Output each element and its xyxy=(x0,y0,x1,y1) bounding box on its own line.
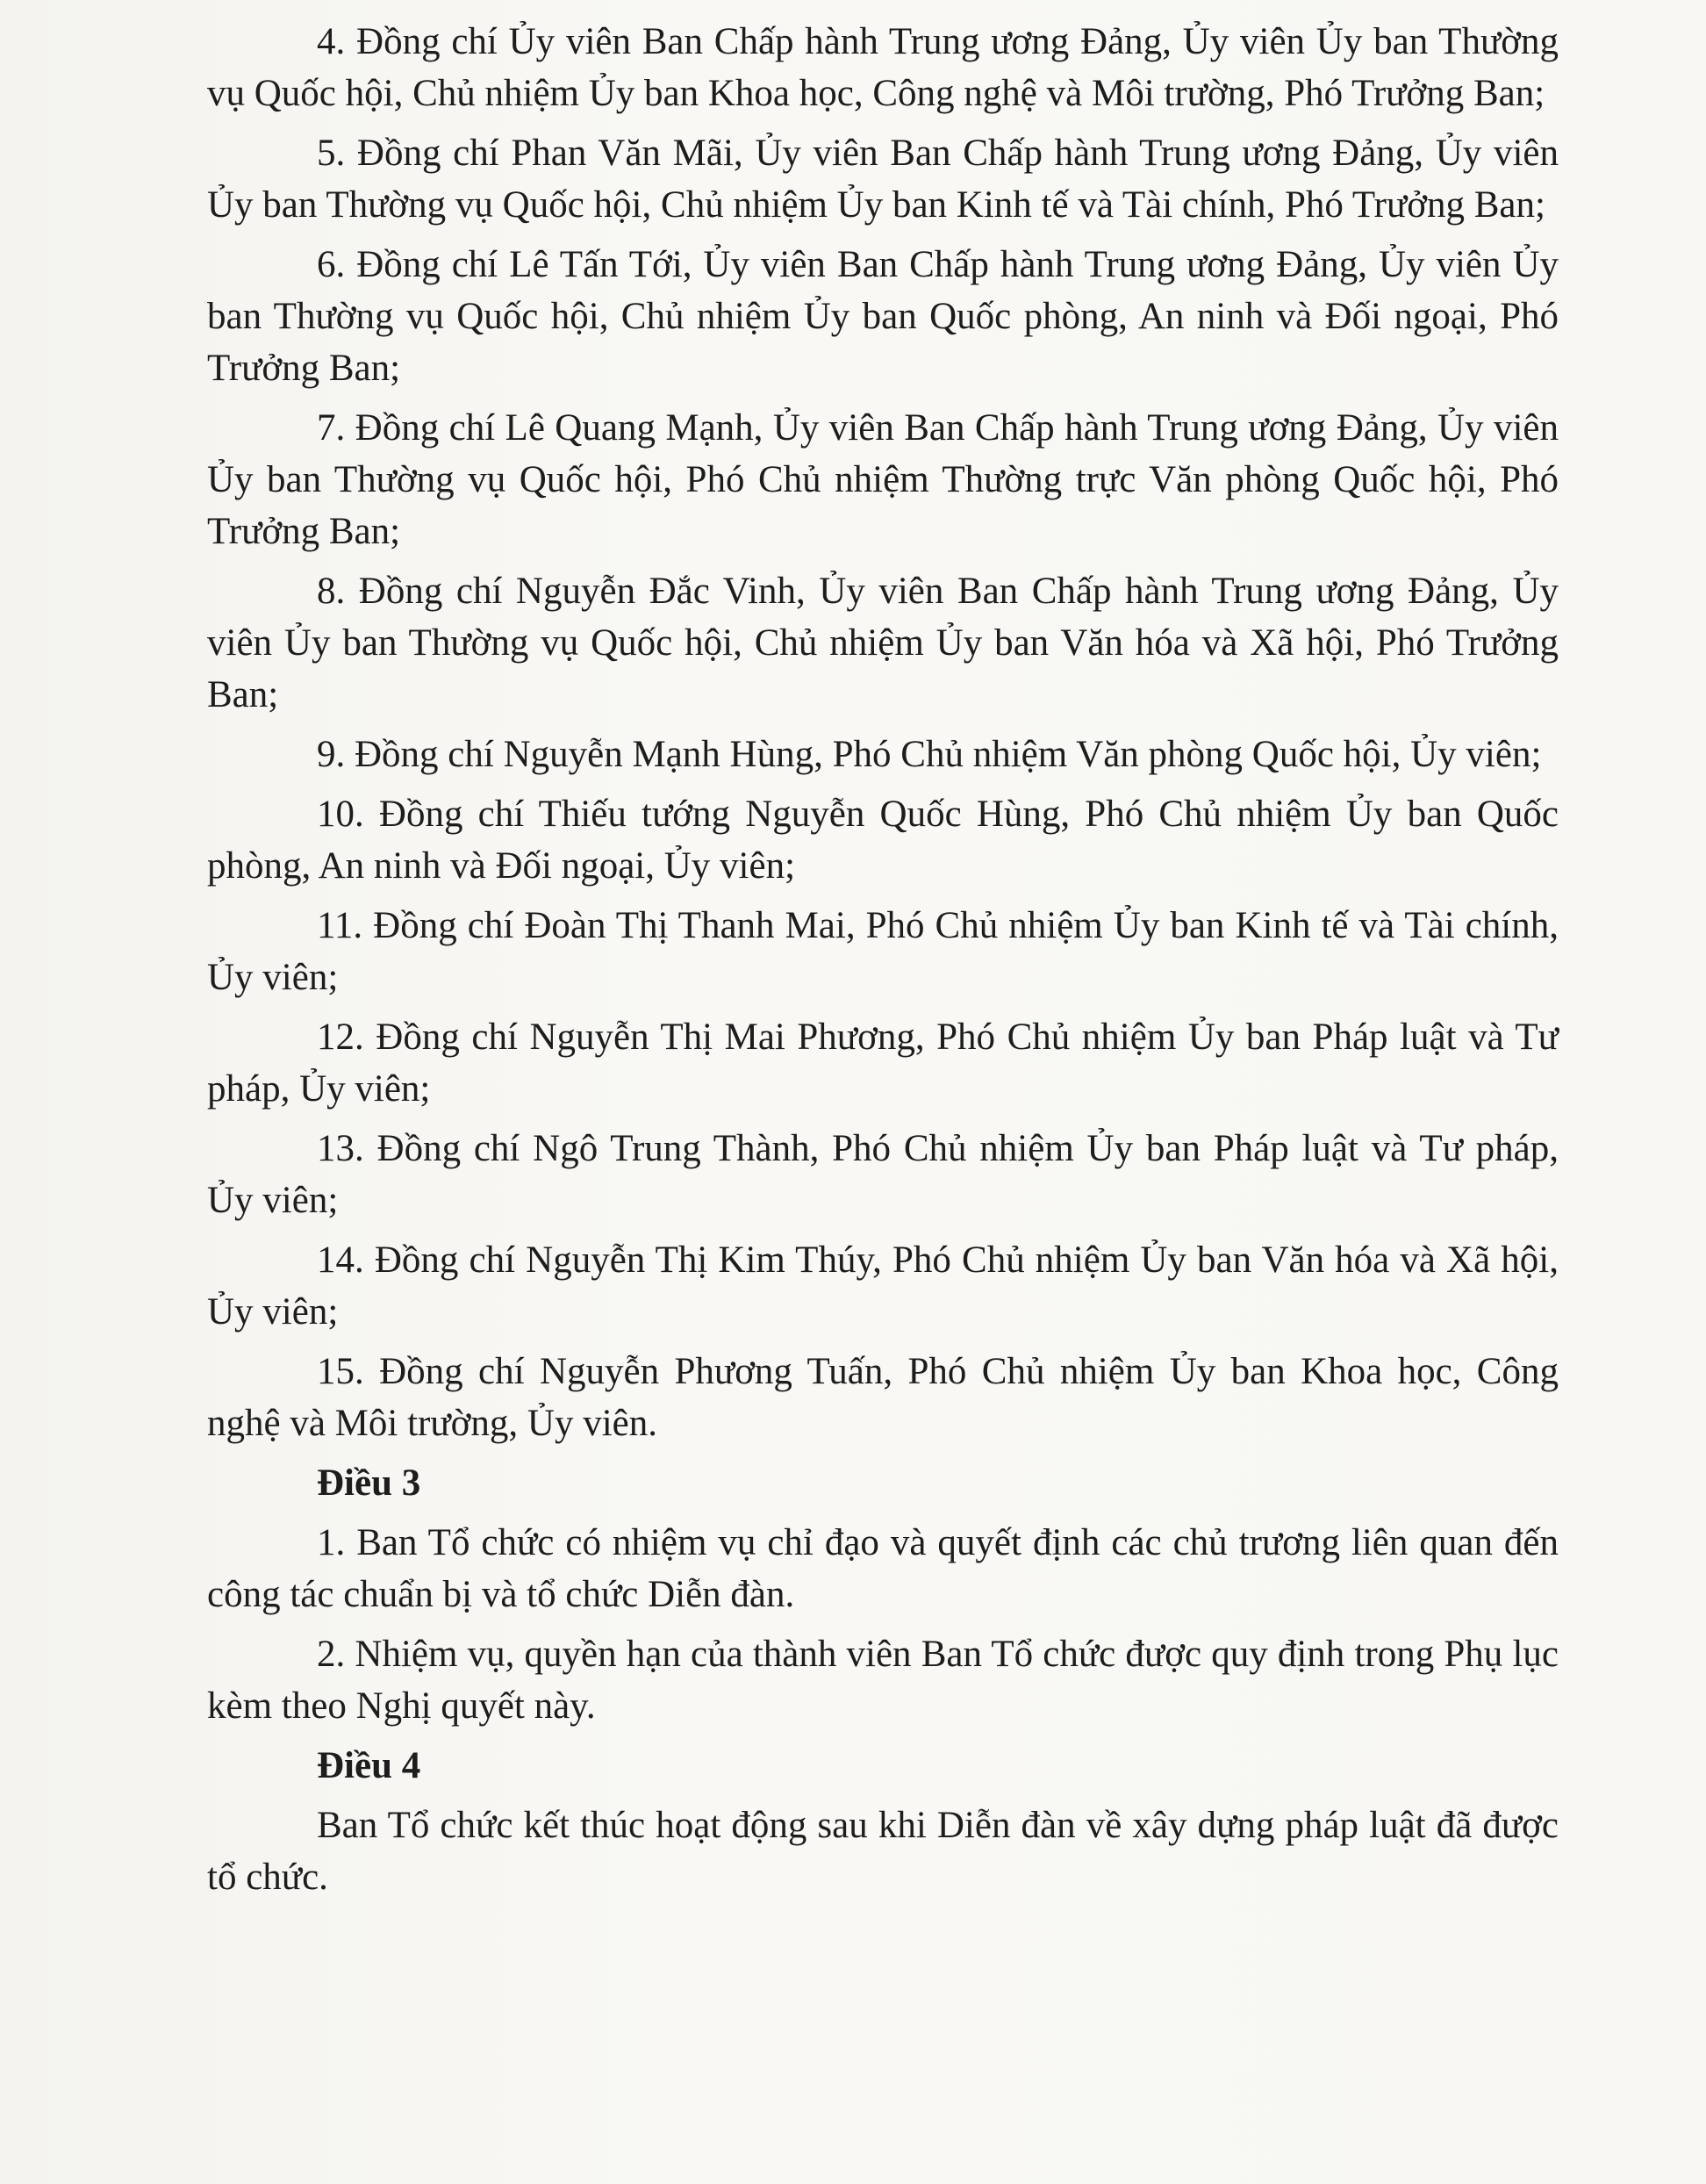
member-item-4: 4. Đồng chí Ủy viên Ban Chấp hành Trung ương Đảng, Ủy viên Ủy ban Thường vụ Quốc hội, Chủ nhiệm Ủy ban Khoa học, Công nghệ và Môi trường, Phó Trưởng Ban; xyxy=(207,21,1559,114)
member-item-15: 15. Đồng chí Nguyễn Phương Tuấn, Phó Chủ nhiệm Ủy ban Khoa học, Công nghệ và Môi trường, Ủy viên. xyxy=(207,1351,1559,1444)
article-3-clause-2: 2. Nhiệm vụ, quyền hạn của thành viên Ban Tổ chức được quy định trong Phụ lục kèm theo Nghị quyết này. xyxy=(207,1634,1559,1727)
article-3-clause-1: 1. Ban Tổ chức có nhiệm vụ chỉ đạo và quyết định các chủ trương liên quan đến công tác chuẩn bị và tổ chức Diễn đàn. xyxy=(207,1522,1559,1615)
member-item-11: 11. Đồng chí Đoàn Thị Thanh Mai, Phó Chủ nhiệm Ủy ban Kinh tế và Tài chính, Ủy viên; xyxy=(207,905,1559,998)
member-item-5: 5. Đồng chí Phan Văn Mãi, Ủy viên Ban Chấp hành Trung ương Đảng, Ủy viên Ủy ban Thường vụ Quốc hội, Chủ nhiệm Ủy ban Kinh tế và Tài chính, Phó Trưởng Ban; xyxy=(207,133,1559,226)
member-item-12: 12. Đồng chí Nguyễn Thị Mai Phương, Phó Chủ nhiệm Ủy ban Pháp luật và Tư pháp, Ủy viên; xyxy=(207,1017,1559,1110)
member-item-9: 9. Đồng chí Nguyễn Mạnh Hùng, Phó Chủ nhiệm Văn phòng Quốc hội, Ủy viên; xyxy=(317,734,1542,775)
article-3-heading: Điều 3 xyxy=(317,1462,421,1504)
member-item-14: 14. Đồng chí Nguyễn Thị Kim Thúy, Phó Chủ nhiệm Ủy ban Văn hóa và Xã hội, Ủy viên; xyxy=(207,1239,1559,1333)
member-item-13: 13. Đồng chí Ngô Trung Thành, Phó Chủ nhiệm Ủy ban Pháp luật và Tư pháp, Ủy viên; xyxy=(207,1128,1559,1221)
member-item-7: 7. Đồng chí Lê Quang Mạnh, Ủy viên Ban Chấp hành Trung ương Đảng, Ủy viên Ủy ban Thường vụ Quốc hội, Phó Chủ nhiệm Thường trực Văn phòng Quốc hội, Phó Trưởng Ban; xyxy=(207,407,1559,552)
member-item-8: 8. Đồng chí Nguyễn Đắc Vinh, Ủy viên Ban Chấp hành Trung ương Đảng, Ủy viên Ủy ban Thường vụ Quốc hội, Chủ nhiệm Ủy ban Văn hóa và Xã hội, Phó Trưởng Ban; xyxy=(207,571,1559,715)
article-4-text: Ban Tổ chức kết thúc hoạt động sau khi Diễn đàn về xây dựng pháp luật đã được tổ chức. xyxy=(207,1805,1559,1898)
document-body xyxy=(207,16,1559,1903)
member-item-6: 6. Đồng chí Lê Tấn Tới, Ủy viên Ban Chấp hành Trung ương Đảng, Ủy viên Ủy ban Thường vụ Quốc hội, Chủ nhiệm Ủy ban Quốc phòng, An ninh và Đối ngoại, Phó Trưởng Ban; xyxy=(207,244,1559,389)
member-item-10: 10. Đồng chí Thiếu tướng Nguyễn Quốc Hùng, Phó Chủ nhiệm Ủy ban Quốc phòng, An ninh và Đối ngoại, Ủy viên; xyxy=(207,794,1559,887)
article-4-heading: Điều 4 xyxy=(317,1745,421,1786)
